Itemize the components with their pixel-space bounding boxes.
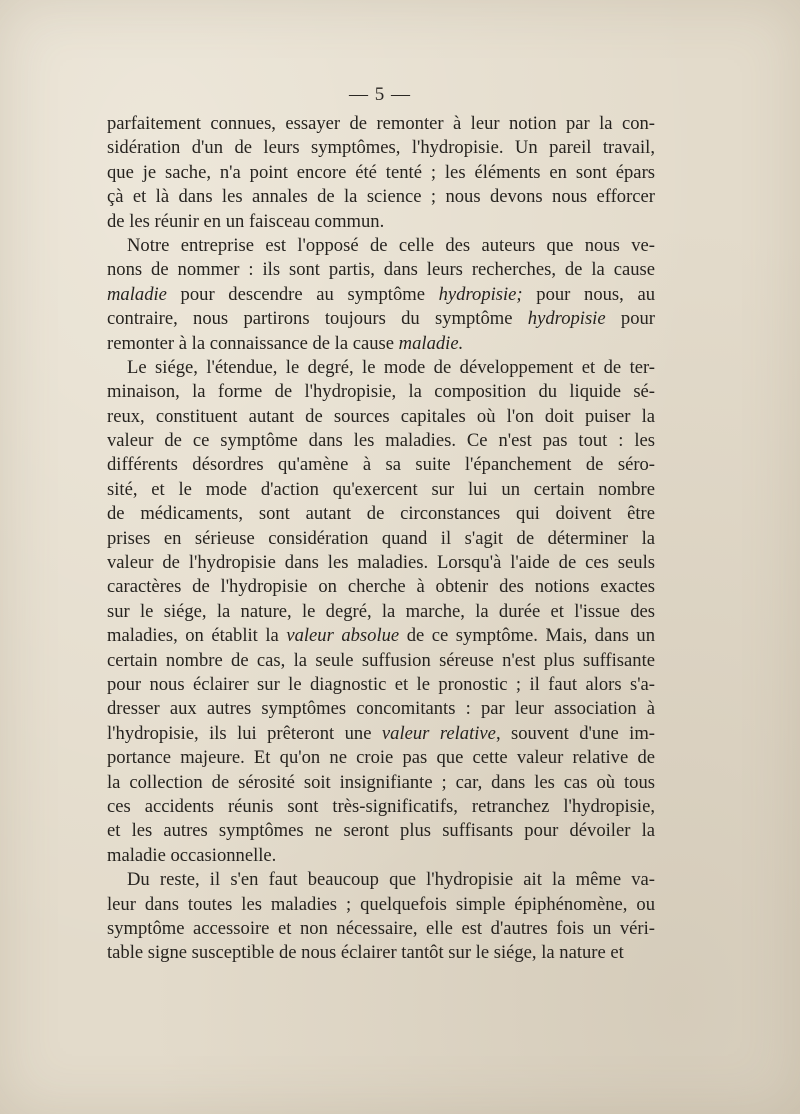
- text-line: dresser aux autres symptômes concomitants : par leur association à: [107, 698, 655, 720]
- paragraph: [107, 356, 655, 868]
- text-line: caractères de l'hydropisie on cherche à obtenir des notions exactes: [107, 576, 655, 598]
- text-line: minaison, la forme de l'hydropisie, la composition du liquide sé-: [107, 381, 655, 403]
- text-line: sité, et le mode d'action qu'exercent sur lui un certain nombre: [107, 478, 655, 500]
- text-line: maladie pour descendre au symptôme hydropisie; pour nous, au: [107, 283, 655, 305]
- text-line: de les réunir en un faisceau commun.: [107, 210, 385, 232]
- text-line: parfaitement connues, essayer de remonter à leur notion par la con-: [107, 113, 655, 134]
- text-line: et les autres symptômes ne seront plus suffisants pour dévoiler la: [107, 820, 655, 842]
- page-number: — 5 —: [349, 84, 411, 105]
- text-line: que je sache, n'a point encore été tenté ; les éléments en sont épars: [107, 161, 655, 183]
- text-line: leur dans toutes les maladies ; quelquefois simple épiphénomène, ou: [107, 893, 655, 915]
- text-line: de médicaments, sont autant de circonstances qui doivent être: [107, 503, 655, 525]
- text-line: contraire, nous partirons toujours du symptôme hydropisie pour: [107, 308, 655, 330]
- paragraph: [107, 112, 655, 234]
- text-line: Du reste, il s'en faut beaucoup que l'hydropisie ait la même va-: [127, 869, 655, 891]
- text-line: maladies, on établit la valeur absolue de ce symptôme. Mais, dans un: [107, 625, 656, 647]
- text-line: Le siége, l'étendue, le degré, le mode de développement et de ter-: [127, 356, 655, 378]
- text-line: l'hydropisie, ils lui prêteront une valeur relative, souvent d'une im-: [107, 722, 655, 744]
- text-line: çà et là dans les annales de la science ; nous devons nous efforcer: [107, 186, 655, 208]
- body-text: [107, 112, 655, 966]
- text-line: maladie occasionnelle.: [107, 844, 277, 866]
- text-line: ces accidents réunis sont très-significatifs, retranchez l'hydropisie,: [107, 795, 655, 817]
- text-line: Notre entreprise est l'opposé de celle des auteurs que nous ve-: [127, 234, 655, 256]
- text-line: remonter à la connaissance de la cause maladie.: [107, 332, 464, 354]
- text-line: reux, constituent autant de sources capitales où l'on doit puiser la: [107, 405, 655, 427]
- text-line: portance majeure. Et qu'on ne croie pas que cette valeur relative de: [107, 747, 655, 769]
- text-line: la collection de sérosité soit insignifiante ; car, dans les cas où tous: [107, 771, 655, 793]
- text-line: certain nombre de cas, la seule suffusion séreuse n'est plus suffisante: [107, 649, 655, 671]
- text-line: pour nous éclairer sur le diagnostic et le pronostic ; il faut alors s'a-: [107, 673, 655, 695]
- text-line: valeur de l'hydropisie dans les maladies. Lorsqu'à l'aide de ces seuls: [107, 552, 655, 574]
- text-line: prises en sérieuse considération quand il s'agit de déterminer la: [107, 527, 655, 549]
- text-line: sidération d'un de leurs symptômes, l'hydropisie. Un pareil travail,: [107, 137, 655, 159]
- paragraph: [107, 868, 655, 966]
- text-line: symptôme accessoire et non nécessaire, elle est d'autres fois un véri-: [107, 917, 655, 939]
- paragraph: [107, 234, 655, 356]
- text-line: différents désordres qu'amène à sa suite l'épanchement de séro-: [107, 454, 655, 476]
- text-line: table signe susceptible de nous éclairer tantôt sur le siége, la nature et: [107, 942, 624, 964]
- text-line: sur le siége, la nature, le degré, la marche, la durée et l'issue des: [107, 600, 655, 622]
- text-line: nons de nommer : ils sont partis, dans leurs recherches, de la cause: [107, 259, 655, 281]
- text-line: valeur de ce symptôme dans les maladies. Ce n'est pas tout : les: [107, 430, 655, 452]
